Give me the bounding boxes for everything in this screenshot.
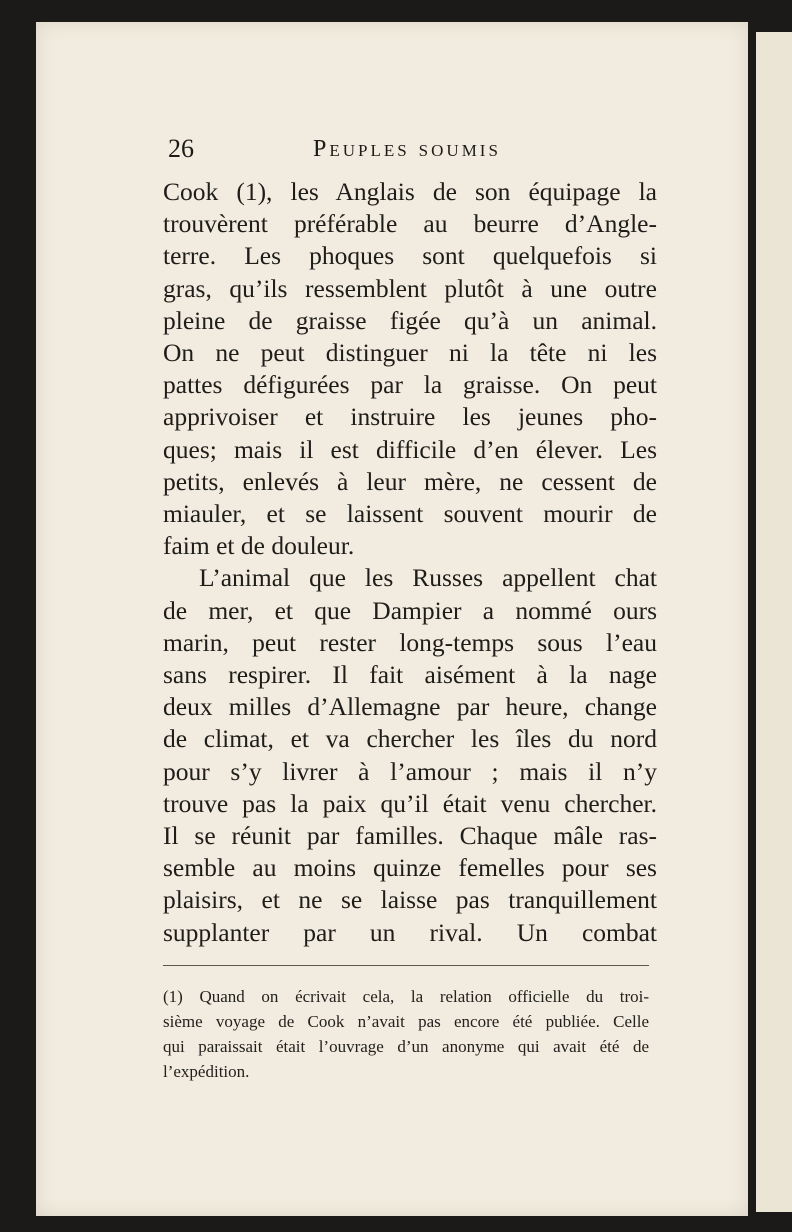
body-line: semble au moins quinze femelles pour ses (163, 853, 657, 883)
body-line: pleine de graisse figée qu’à un animal. (163, 305, 657, 335)
body-line: Cook (1), les Anglais de son équipage la (163, 177, 657, 206)
body-line: trouvèrent préférable au beurre d’Angle- (163, 209, 657, 239)
body-line: L’animal que les Russes appellent chat (199, 563, 657, 593)
body-line: faim et de douleur. (163, 531, 355, 561)
body-line: miauler, et se laissent souvent mourir de (163, 499, 657, 529)
body-line: deux milles d’Allemagne par heure, change (163, 692, 657, 722)
body-line: petits, enlevés à leur mère, ne cessent de (163, 466, 657, 496)
body-line: de mer, et que Dampier a nommé ours (163, 595, 657, 625)
footnote-rule (163, 965, 649, 966)
body-line: sans respirer. Il fait aisément à la nage (163, 660, 657, 690)
footnote (163, 984, 649, 1084)
body-line: gras, qu’ils ressemblent plutôt à une outre (163, 273, 657, 303)
footnote-line: sième voyage de Cook n’avait pas encore été publiée. Celle (163, 1012, 649, 1031)
body-line: trouve pas la paix qu’il était venu chercher. (163, 788, 657, 818)
body-line: apprivoiser et instruire les jeunes pho- (163, 402, 657, 432)
page-number: 26 (168, 134, 194, 163)
body-line: plaisirs, et ne se laisse pas tranquillement (163, 885, 657, 915)
body-line: de climat, et va chercher les îles du nord (163, 724, 657, 754)
body-line: ques; mais il est difficile d’en élever. Les (163, 434, 657, 464)
footnote-line: (1) Quand on écrivait cela, la relation officielle du troi- (163, 987, 649, 1006)
body-line: supplanter par un rival. Un combat (163, 917, 657, 947)
body-line: terre. Les phoques sont quelquefois si (163, 241, 657, 271)
body-line: Il se réunit par familles. Chaque mâle ras- (163, 821, 657, 851)
body-text (163, 176, 657, 949)
body-line: On ne peut distinguer ni la tête ni les (163, 338, 657, 368)
next-page-edge (756, 32, 792, 1212)
body-line: marin, peut rester long-temps sous l’eau (163, 627, 657, 657)
footnote-line: l’expédition. (163, 1062, 250, 1081)
footnote-line: qui paraissait était l’ouvrage d’un anonyme qui avait été de (163, 1037, 649, 1056)
body-line: pour s’y livrer à l’amour ; mais il n’y (163, 756, 657, 786)
body-line: pattes défigurées par la graisse. On peut (163, 370, 657, 400)
running-title: Peuples soumis (313, 136, 501, 162)
running-head (168, 134, 588, 170)
